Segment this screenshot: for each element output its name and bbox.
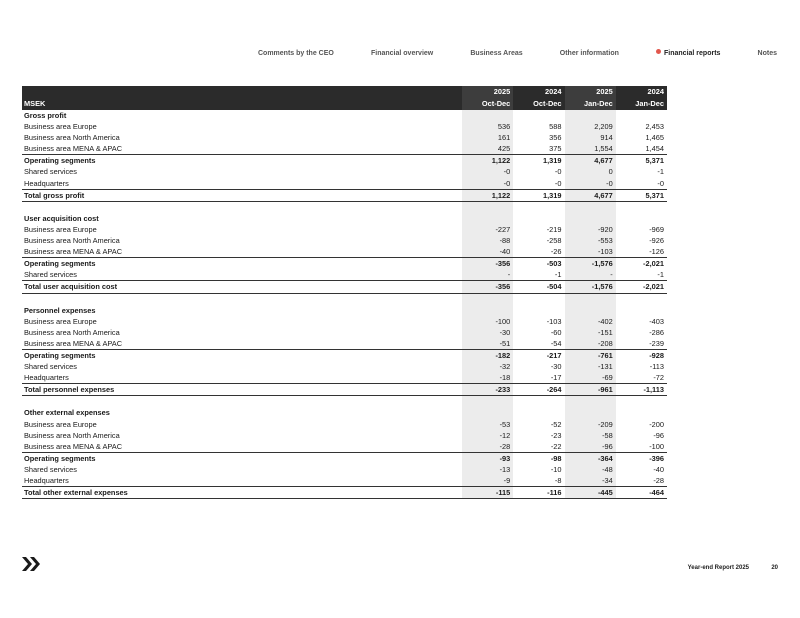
row-value: -52 xyxy=(550,419,562,429)
row-value: -1 xyxy=(657,167,664,177)
row-value: 914 xyxy=(565,132,616,143)
row-value xyxy=(462,407,513,418)
section-header-row xyxy=(22,305,667,316)
row-value: -100 xyxy=(462,316,513,327)
row-value: -40 xyxy=(653,464,664,474)
row-value: -264 xyxy=(513,384,564,396)
row-value: -17 xyxy=(550,373,562,383)
row-value xyxy=(565,293,616,305)
row-value: -13 xyxy=(462,464,513,475)
header-year: 2025 xyxy=(565,86,616,98)
row-value: -30 xyxy=(550,362,562,372)
header-year: 2024 xyxy=(513,86,564,98)
header-period: Jan-Dec xyxy=(565,98,616,110)
active-dot-icon xyxy=(656,49,661,54)
row-value xyxy=(565,305,616,316)
row-value: -116 xyxy=(513,487,564,499)
row-value: -396 xyxy=(616,452,667,464)
nav-financial-overview[interactable]: Financial overview xyxy=(370,49,434,57)
row-label: Business area Europe xyxy=(24,122,97,132)
subtotal-row xyxy=(22,258,667,270)
row-value: -26 xyxy=(550,247,562,257)
double-chevron-logo-icon xyxy=(22,557,42,571)
row-value xyxy=(462,201,513,213)
row-label: Total gross profit xyxy=(22,189,462,201)
row-value: -96 xyxy=(653,430,664,440)
row-label: Operating segments xyxy=(22,349,462,361)
row-label: Business area North America xyxy=(24,430,120,440)
row-value: -209 xyxy=(565,419,616,430)
row-label: Business area North America xyxy=(24,133,120,143)
row-value xyxy=(513,396,564,408)
row-value: -926 xyxy=(649,236,664,246)
row-value: -2,021 xyxy=(616,281,667,293)
header-period: Oct-Dec xyxy=(462,98,513,110)
row-value: 588 xyxy=(549,122,562,132)
row-value: -961 xyxy=(565,384,616,396)
row-label: Headquarters xyxy=(24,373,69,383)
report-title: Year-end Report 2025 xyxy=(687,565,749,571)
table-body xyxy=(22,110,667,499)
row-value: -227 xyxy=(462,224,513,235)
row-value: -356 xyxy=(462,258,513,270)
total-row xyxy=(22,281,667,293)
subtotal-row xyxy=(22,452,667,464)
spacer-row xyxy=(22,396,667,408)
row-value: -60 xyxy=(550,327,562,337)
row-label: Business area Europe xyxy=(24,419,97,429)
row-value: -53 xyxy=(462,419,513,430)
row-value: 1,319 xyxy=(513,155,564,167)
row-value: -0 xyxy=(565,178,616,190)
row-value: -0 xyxy=(462,178,513,190)
row-value: -100 xyxy=(649,441,664,451)
row-value: -200 xyxy=(649,419,664,429)
row-value: -0 xyxy=(554,178,562,188)
row-value xyxy=(462,305,513,316)
row-label: Business area Europe xyxy=(24,224,97,234)
row-label: Total other external expenses xyxy=(22,487,462,499)
row-value xyxy=(616,305,667,316)
row-label: Operating segments xyxy=(22,155,462,167)
row-label: Business area North America xyxy=(24,236,120,246)
row-value: -969 xyxy=(649,224,664,234)
table-row xyxy=(22,441,667,453)
header-year: 2024 xyxy=(616,86,667,98)
row-value: -464 xyxy=(616,487,667,499)
row-label: Shared services xyxy=(24,270,77,280)
total-row xyxy=(22,384,667,396)
row-value: -34 xyxy=(565,475,616,487)
row-value: -233 xyxy=(462,384,513,396)
row-value: -9 xyxy=(462,475,513,487)
spacer-row xyxy=(22,293,667,305)
row-value xyxy=(513,110,564,121)
nav-comments-by-ceo[interactable]: Comments by the CEO xyxy=(258,49,334,57)
row-value: -445 xyxy=(565,487,616,499)
row-value: -356 xyxy=(462,281,513,293)
row-value: - xyxy=(462,269,513,281)
row-value: -93 xyxy=(462,452,513,464)
row-label xyxy=(22,293,462,305)
row-value: -2,021 xyxy=(616,258,667,270)
row-value xyxy=(462,110,513,121)
row-value: -1 xyxy=(554,270,562,280)
row-value: -72 xyxy=(653,373,664,383)
row-label xyxy=(22,396,462,408)
row-value xyxy=(616,110,667,121)
row-label: Business area MENA & APAC xyxy=(24,338,123,348)
row-value: 536 xyxy=(462,121,513,132)
row-value: 5,371 xyxy=(616,189,667,201)
row-value: -1,113 xyxy=(616,384,667,396)
row-value xyxy=(616,407,667,418)
row-value: -48 xyxy=(565,464,616,475)
row-value: -920 xyxy=(565,224,616,235)
row-value: -58 xyxy=(565,430,616,441)
row-value: 2,209 xyxy=(565,121,616,132)
nav-other-information[interactable]: Other information xyxy=(559,49,619,57)
table-row xyxy=(22,361,667,372)
row-value: -928 xyxy=(616,349,667,361)
table-row xyxy=(22,235,667,246)
row-value xyxy=(462,396,513,408)
row-value: -115 xyxy=(462,487,513,499)
total-row xyxy=(22,189,667,201)
row-label: Business area Europe xyxy=(24,316,97,326)
table-row xyxy=(22,178,667,190)
nav-notes[interactable]: Notes xyxy=(757,49,777,57)
header-blank xyxy=(22,86,462,98)
segment-expenses-table xyxy=(22,86,667,499)
row-value: -40 xyxy=(462,246,513,258)
subtotal-row xyxy=(22,349,667,361)
row-value: -504 xyxy=(513,281,564,293)
row-label: Business area MENA & APAC xyxy=(24,144,123,154)
row-value: 1,454 xyxy=(645,144,664,154)
section-header-row xyxy=(22,407,667,418)
row-value: 5,371 xyxy=(616,155,667,167)
row-label: Business area MENA & APAC xyxy=(24,247,123,257)
row-value: -98 xyxy=(513,452,564,464)
row-value: -113 xyxy=(649,362,664,372)
row-value: -28 xyxy=(653,476,664,485)
row-value: 2,453 xyxy=(645,122,664,132)
row-value: -131 xyxy=(565,361,616,372)
row-value: -96 xyxy=(565,441,616,453)
row-label: Personnel expenses xyxy=(24,305,96,315)
row-value: -1,576 xyxy=(565,281,616,293)
row-value: -208 xyxy=(565,338,616,350)
row-value xyxy=(462,293,513,305)
row-value: 425 xyxy=(462,143,513,155)
row-label: User acquisition cost xyxy=(24,213,99,223)
row-value: -286 xyxy=(649,327,664,337)
row-value: -151 xyxy=(565,327,616,338)
spacer-row xyxy=(22,201,667,213)
row-value: -30 xyxy=(462,327,513,338)
row-value: -10 xyxy=(550,464,562,474)
table-row xyxy=(22,464,667,475)
row-value: -1,576 xyxy=(565,258,616,270)
table-row xyxy=(22,372,667,384)
row-value: -553 xyxy=(565,235,616,246)
row-label: Headquarters xyxy=(24,476,69,485)
row-label: Business area MENA & APAC xyxy=(24,441,123,451)
row-label: Total user acquisition cost xyxy=(22,281,462,293)
row-value: -103 xyxy=(565,246,616,258)
row-value xyxy=(462,213,513,224)
row-value xyxy=(616,293,667,305)
section-header-row xyxy=(22,213,667,224)
table-row xyxy=(22,430,667,441)
row-value xyxy=(565,201,616,213)
row-value: -32 xyxy=(462,361,513,372)
row-value: 356 xyxy=(549,133,562,143)
row-label: Headquarters xyxy=(24,178,69,188)
row-value xyxy=(513,305,564,316)
row-label: Other external expenses xyxy=(24,408,110,418)
header-period: Jan-Dec xyxy=(616,98,667,110)
row-value xyxy=(513,201,564,213)
row-value xyxy=(616,213,667,224)
subtotal-row xyxy=(22,155,667,167)
row-value xyxy=(565,407,616,418)
row-value: 4,677 xyxy=(565,189,616,201)
row-value: -0 xyxy=(554,167,562,177)
row-value: -364 xyxy=(565,452,616,464)
table-row xyxy=(22,143,667,155)
row-value: 1,122 xyxy=(462,155,513,167)
row-value xyxy=(565,213,616,224)
row-value xyxy=(565,110,616,121)
row-label: Business area North America xyxy=(24,327,120,337)
row-label: Operating segments xyxy=(22,452,462,464)
row-label: Operating segments xyxy=(22,258,462,270)
row-value xyxy=(513,293,564,305)
row-value: -22 xyxy=(550,441,562,451)
row-value xyxy=(616,201,667,213)
table-row xyxy=(22,316,667,327)
table-row xyxy=(22,419,667,430)
nav-financial-reports[interactable] xyxy=(656,50,720,57)
table-row xyxy=(22,246,667,258)
nav-business-areas[interactable]: Business Areas xyxy=(470,49,523,57)
row-value: -0 xyxy=(462,166,513,177)
table-row xyxy=(22,338,667,350)
row-value: -402 xyxy=(565,316,616,327)
row-value xyxy=(513,407,564,418)
row-value: -23 xyxy=(550,430,562,440)
row-value: -12 xyxy=(462,430,513,441)
section-header-row xyxy=(22,110,667,121)
row-value: -103 xyxy=(546,316,562,326)
row-value: -69 xyxy=(565,372,616,384)
row-value: -1 xyxy=(657,270,664,280)
row-value: -126 xyxy=(649,247,664,257)
row-value: -239 xyxy=(649,338,664,348)
total-row xyxy=(22,487,667,499)
row-label xyxy=(22,201,462,213)
row-value: -258 xyxy=(546,236,562,246)
row-value: -761 xyxy=(565,349,616,361)
table-row xyxy=(22,475,667,487)
row-value: 1,465 xyxy=(645,133,664,143)
table-row xyxy=(22,327,667,338)
top-navigation xyxy=(258,47,777,59)
nav-financial-reports-label: Financial reports xyxy=(664,49,721,57)
row-value: -28 xyxy=(462,441,513,453)
row-value: 4,677 xyxy=(565,155,616,167)
row-value: -503 xyxy=(513,258,564,270)
table-row xyxy=(22,166,667,177)
row-label: Shared services xyxy=(24,167,77,177)
row-value: -182 xyxy=(462,349,513,361)
row-value xyxy=(513,213,564,224)
table-row xyxy=(22,224,667,235)
row-value: 375 xyxy=(549,144,562,154)
table-row xyxy=(22,269,667,281)
row-value: -0 xyxy=(657,178,664,188)
row-value: 161 xyxy=(462,132,513,143)
row-value xyxy=(616,396,667,408)
row-value: -217 xyxy=(513,349,564,361)
row-value: -51 xyxy=(462,338,513,350)
row-value: -88 xyxy=(462,235,513,246)
page-number: 20 xyxy=(771,565,778,571)
unit-label: MSEK xyxy=(22,98,462,110)
row-value: -219 xyxy=(546,224,562,234)
row-value: -403 xyxy=(649,316,664,326)
header-year: 2025 xyxy=(462,86,513,98)
row-value: - xyxy=(565,269,616,281)
row-value xyxy=(565,396,616,408)
row-label: Total personnel expenses xyxy=(22,384,462,396)
row-value: 1,122 xyxy=(462,189,513,201)
row-value: 1,554 xyxy=(565,143,616,155)
row-label: Gross profit xyxy=(24,111,67,120)
row-value: -18 xyxy=(462,372,513,384)
row-label: Shared services xyxy=(24,362,77,372)
table-row xyxy=(22,132,667,143)
row-value: 1,319 xyxy=(513,189,564,201)
row-value: -54 xyxy=(550,338,562,348)
header-period: Oct-Dec xyxy=(513,98,564,110)
table-row xyxy=(22,121,667,132)
table-header xyxy=(22,86,667,110)
row-label: Shared services xyxy=(24,464,77,474)
row-value: -8 xyxy=(554,476,562,485)
row-value: 0 xyxy=(565,166,616,177)
